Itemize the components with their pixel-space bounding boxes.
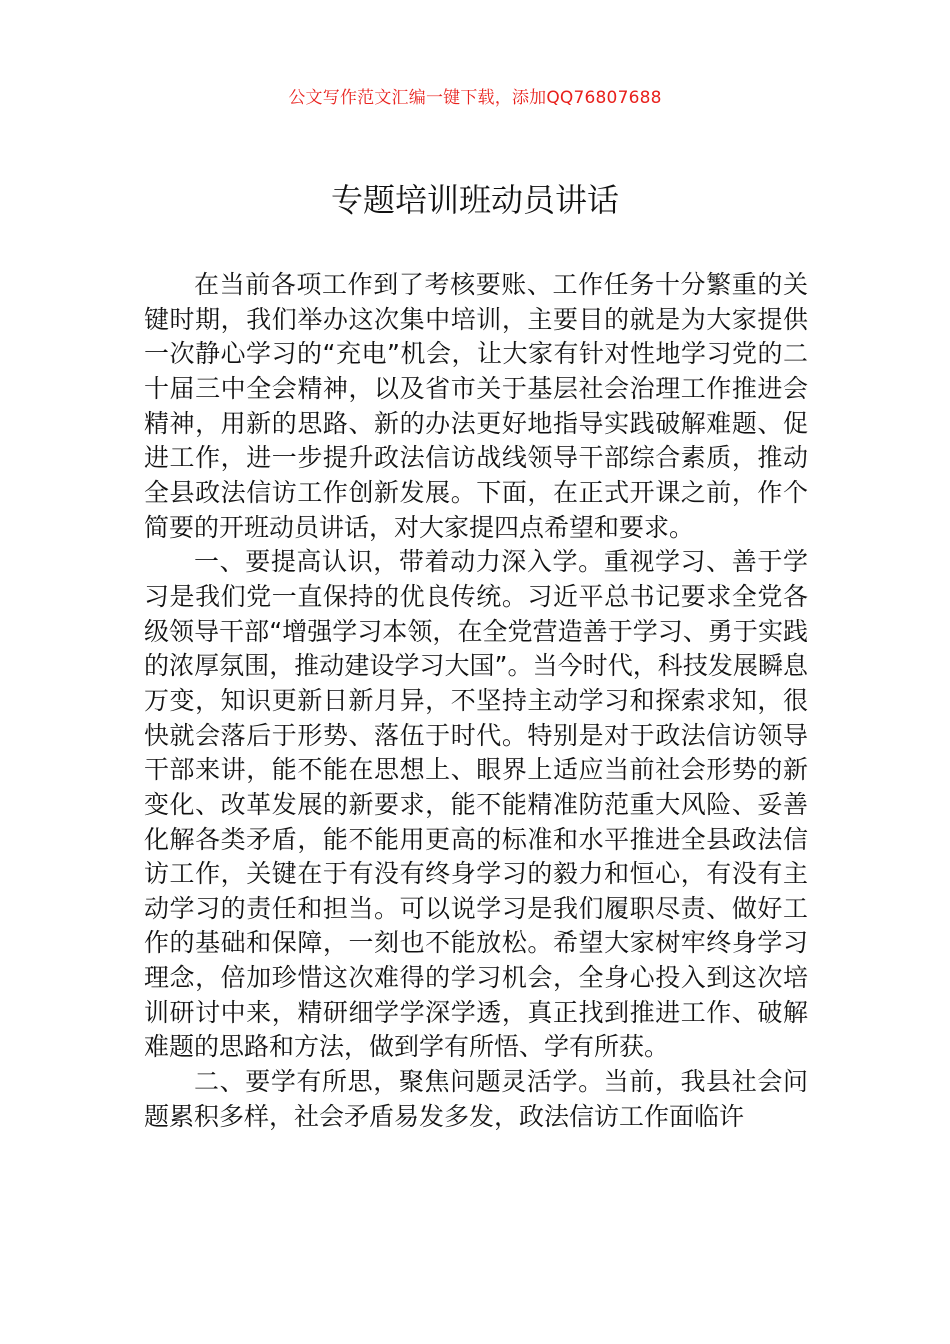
paragraph-point-one: 一、要提高认识，带着动力深入学。重视学习、善于学习是我们党一直保持的优良传统。习近平总书记要求全党各级领导干部“增强学习本领，在全党营造善于学习、勇于实践的浓厚氛围，推动建设学习大国”。当今时代，科技发展瞬息万变，知识更新日新月异，不坚持主动学习和探索求知，很快就会落后于形势、落伍于时代。特别是对于政法信访领导干部来讲，能不能在思想上、眼界上适应当前社会形势的新变化、改革发展的新要求，能不能精准防范重大风险、妥善化解各类矛盾，能不能用更高的标准和水平推进全县政法信访工作，关键在于有没有终身学习的毅力和恒心，有没有主动学习的责任和担当。可以说学习是我们履职尽责、做好工作的基础和保障，一刻也不能放松。希望大家树牢终身学习理念，倍加珍惜这次难得的学习机会，全身心投入到这次培训研讨中来，精研细学学深学透，真正找到推进工作、破解难题的思路和方法，做到学有所悟、学有所获。: [144, 547, 808, 1062]
document-body: [144, 268, 808, 1134]
paragraph-point-two: 二、要学有所思，聚焦问题灵活学。当前，我县社会问题累积多样，社会矛盾易发多发，政法信访工作面临许: [144, 1067, 808, 1131]
download-promo-note: 公文写作范文汇编一键下载，添加QQ76807688: [288, 88, 662, 108]
paragraph-intro: 在当前各项工作到了考核要账、工作任务十分繁重的关键时期，我们举办这次集中培训，主要目的就是为大家提供一次静心学习的“充电”机会，让大家有针对性地学习党的二十届三中全会精神，以及省市关于基层社会治理工作推进会精神，用新的思路、新的办法更好地指导实践破解难题、促进工作，进一步提升政法信访战线领导干部综合素质，推动全县政法信访工作创新发展。下面，在正式开课之前，作个简要的开班动员讲话，对大家提四点希望和要求。: [144, 270, 808, 542]
page-title: 专题培训班动员讲话: [330, 181, 619, 219]
